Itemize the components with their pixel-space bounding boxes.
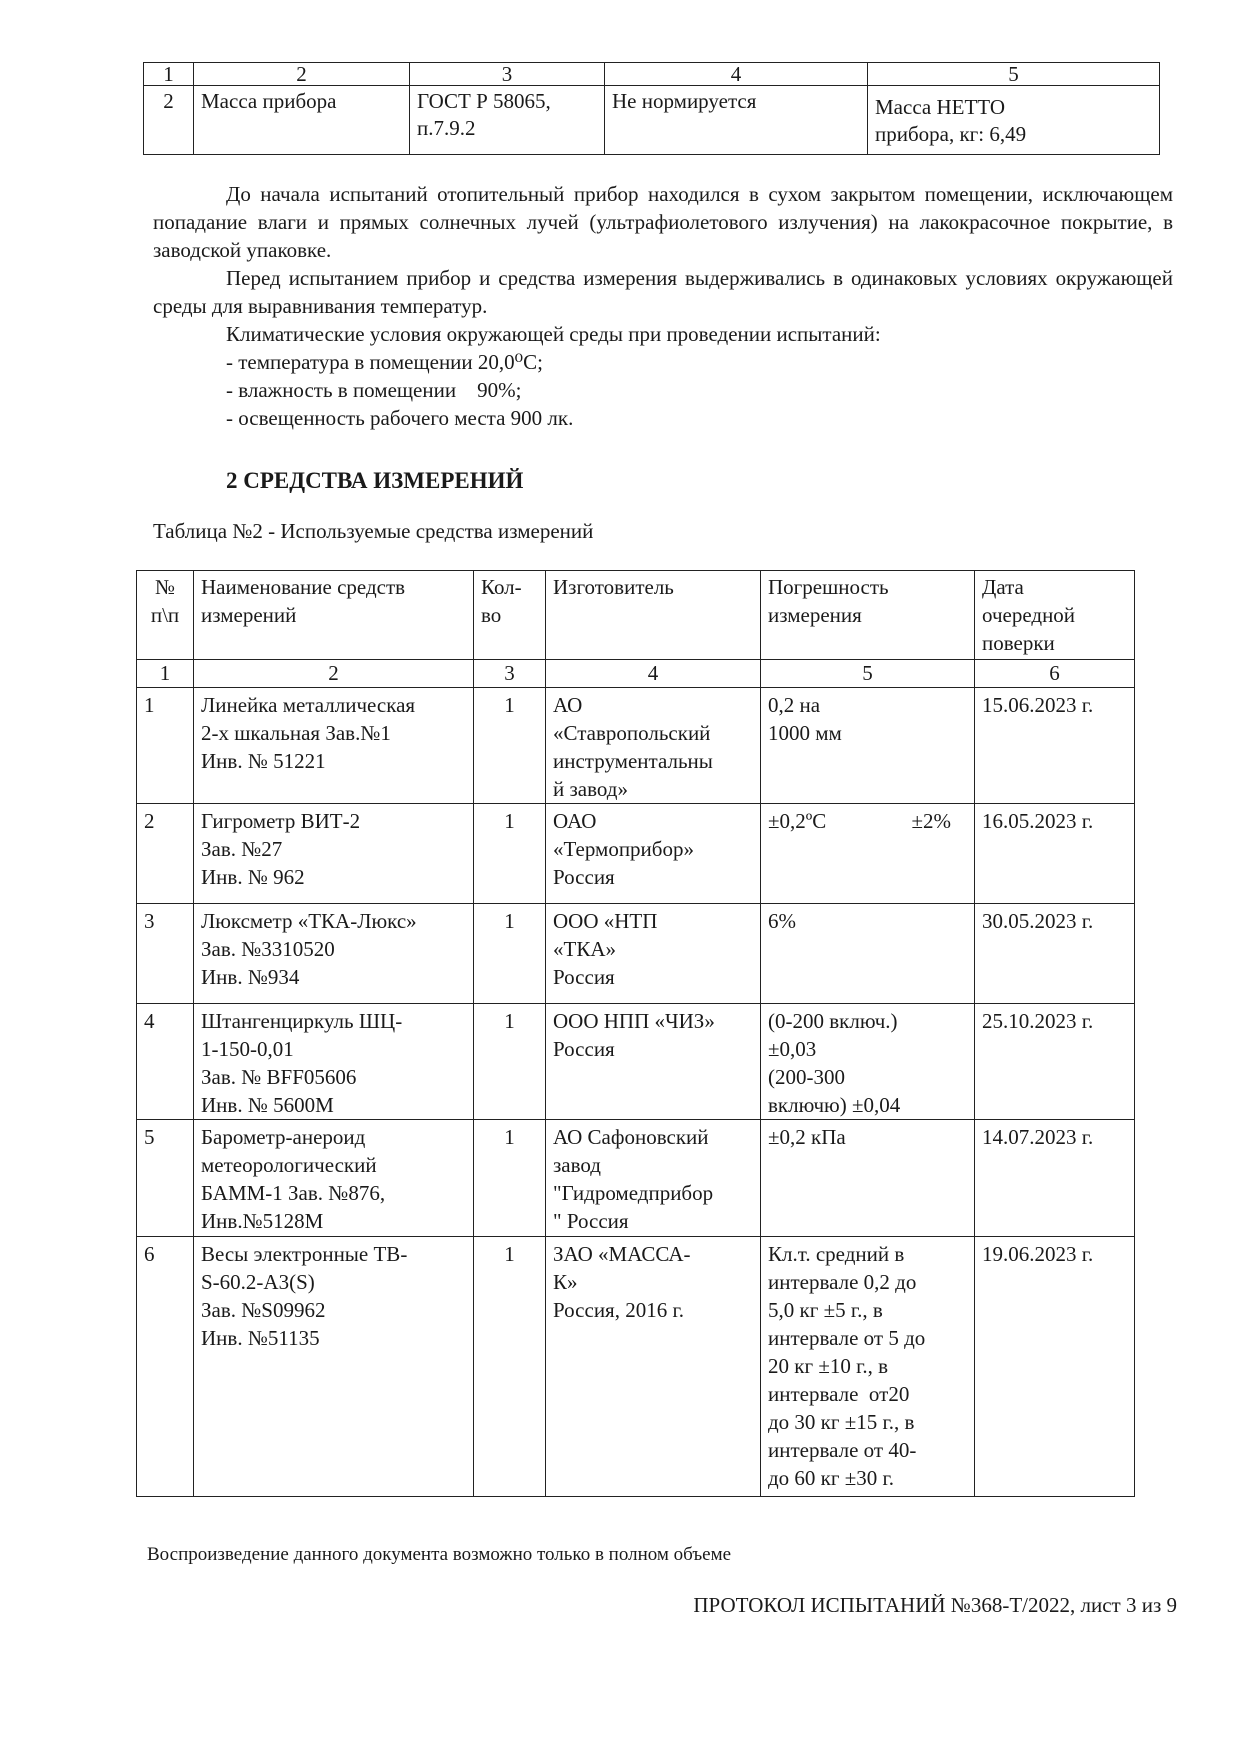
table1-col-number: 2: [194, 63, 410, 86]
cell-line: й завод»: [553, 777, 628, 801]
table1-result: [868, 86, 1160, 155]
column-number: 1: [137, 660, 194, 688]
table1-row-number: 2: [144, 86, 194, 155]
measuring-instruments-table: [136, 570, 1135, 1497]
instrument-name: [194, 804, 474, 904]
cell-line: АО Сафоновский: [553, 1125, 709, 1149]
verification-date: 19.06.2023 г.: [975, 1237, 1135, 1497]
cell-line: Инв. № 5600М: [201, 1093, 334, 1117]
column-number: 5: [761, 660, 975, 688]
cell-line: Зав. №S09962: [201, 1298, 326, 1322]
table1-standard-line: п.7.9.2: [417, 116, 476, 140]
table-caption: Таблица №2 - Используемые средства измерений: [153, 519, 594, 543]
header-line: измерения: [768, 603, 862, 627]
table-row: [144, 86, 1160, 155]
table-row: [137, 1237, 1135, 1497]
header-instrument-name: [194, 571, 474, 660]
row-number: 3: [137, 904, 194, 1004]
table1-col-number: 3: [410, 63, 605, 86]
cell-line: " Россия: [553, 1209, 629, 1233]
climate-temperature: - температура в помещении 20,0⁰С;: [226, 350, 543, 374]
error-pair: [768, 807, 967, 835]
table1-standard: [410, 86, 605, 155]
instrument-error: [761, 1004, 975, 1120]
cell-line: интервале от 40-: [768, 1438, 917, 1462]
cell-line: интервале от 5 до: [768, 1326, 926, 1350]
section-heading: 2 СРЕДСТВА ИЗМЕРЕНИЙ: [226, 468, 524, 493]
instrument-manufacturer: [546, 904, 761, 1004]
cell-line: интервале от20: [768, 1382, 910, 1406]
instrument-name: [194, 904, 474, 1004]
cell-line: инструментальны: [553, 749, 713, 773]
header-error: [761, 571, 975, 660]
cell-line: ±0,03: [768, 1037, 817, 1061]
table1-col-number: 1: [144, 63, 194, 86]
verification-date: 25.10.2023 г.: [975, 1004, 1135, 1120]
column-number: 3: [474, 660, 546, 688]
table1-result-line: прибора, кг: 6,49: [875, 122, 1027, 146]
verification-date: 16.05.2023 г.: [975, 804, 1135, 904]
cell-line: до 60 кг ±30 г.: [768, 1466, 895, 1490]
row-number: 5: [137, 1120, 194, 1237]
row-number: 2: [137, 804, 194, 904]
cell-line: Россия: [553, 965, 615, 989]
cell-line: Инв. №934: [201, 965, 300, 989]
cell-line: 20 кг ±10 г., в: [768, 1354, 889, 1378]
cell-line: ОАО: [553, 809, 597, 833]
cell-line: Зав. №3310520: [201, 937, 335, 961]
cell-line: включю) ±0,04: [768, 1093, 901, 1117]
cell-line: ООО НПП «ЧИЗ»: [553, 1009, 715, 1033]
paragraph-storage: До начала испытаний отопительный прибор находился в сухом закрытом помещении, исключающем попадание влаги и прямых солнечных лучей (ультрафиолетового излучения) на лакокрасочное покрытие, в заводской упаковке.: [153, 182, 1173, 262]
verification-date: 15.06.2023 г.: [975, 688, 1135, 804]
climate-illuminance: - освещенность рабочего места 900 лк.: [226, 406, 574, 430]
header-next-verification: [975, 571, 1135, 660]
instrument-quantity: 1: [474, 1004, 546, 1120]
cell-line: Россия: [553, 865, 615, 889]
cell-line: БАММ-1 Зав. №876,: [201, 1181, 386, 1205]
cell-line: 0,2 на: [768, 693, 821, 717]
instrument-name: [194, 688, 474, 804]
paragraph-climate-intro: Климатические условия окружающей среды при проведении испытаний:: [226, 322, 881, 346]
header-line: Изготовитель: [553, 575, 674, 599]
humidity-error: ±2%: [911, 809, 951, 833]
results-table-column-numbers: [144, 63, 1160, 86]
cell-line: К»: [553, 1270, 578, 1294]
verification-date: 30.05.2023 г.: [975, 904, 1135, 1004]
table1-requirement: Не нормируется: [605, 86, 868, 155]
header-line: п\п: [150, 603, 180, 627]
cell-line: до 30 кг ±15 г., в: [768, 1410, 915, 1434]
conditions-text: [153, 180, 1173, 432]
cell-line: Гигрометр ВИТ-2: [201, 809, 361, 833]
row-number: 4: [137, 1004, 194, 1120]
cell-line: Инв. № 51221: [201, 749, 326, 773]
header-line: Погрешность: [768, 575, 889, 599]
table-row: [137, 904, 1135, 1004]
table1-result-line: Масса НЕТТО: [875, 95, 1005, 119]
header-line: Наименование средств: [201, 575, 406, 599]
instrument-quantity: 1: [474, 1120, 546, 1237]
verification-date: 14.07.2023 г.: [975, 1120, 1135, 1237]
cell-line: Кл.т. средний в: [768, 1242, 905, 1266]
reproduction-notice: Воспроизведение данного документа возможно только в полном объеме: [147, 1544, 732, 1565]
table1-standard-line: ГОСТ Р 58065,: [417, 89, 551, 113]
cell-line: завод: [553, 1153, 601, 1177]
column-number: 4: [546, 660, 761, 688]
table-column-numbers: [137, 660, 1135, 688]
cell-line: «Ставропольский: [553, 721, 711, 745]
instrument-error: [761, 904, 975, 1004]
header-manufacturer: [546, 571, 761, 660]
cell-line: 1-150-0,01: [201, 1037, 294, 1061]
row-number: 1: [137, 688, 194, 804]
cell-line: «ТКА»: [553, 937, 616, 961]
instrument-error: [761, 688, 975, 804]
climate-humidity: - влажность в помещении 90%;: [226, 378, 522, 402]
instrument-error: [761, 1120, 975, 1237]
table-row: [137, 1004, 1135, 1120]
header-line: Кол-: [481, 575, 522, 599]
table-row: [137, 1120, 1135, 1237]
cell-line: Зав. № BFF05606: [201, 1065, 357, 1089]
cell-line: Люксметр «ТКА-Люкс»: [201, 909, 417, 933]
cell-line: 6%: [768, 909, 796, 933]
cell-line: ±0,2 кПа: [768, 1125, 846, 1149]
cell-line: ЗАО «МАССА-: [553, 1242, 691, 1266]
instrument-manufacturer: [546, 688, 761, 804]
header-line: поверки: [982, 631, 1055, 655]
cell-line: Штангенциркуль ШЦ-: [201, 1009, 403, 1033]
header-line: очередной: [982, 603, 1076, 627]
table1-parameter-name: Масса прибора: [194, 86, 410, 155]
cell-line: (0-200 включ.): [768, 1009, 898, 1033]
cell-line: интервале 0,2 до: [768, 1270, 917, 1294]
temperature-error: ±0,2ºС: [768, 809, 827, 833]
table-row: [137, 804, 1135, 904]
instrument-manufacturer: [546, 1004, 761, 1120]
cell-line: ООО «НТП: [553, 909, 658, 933]
cell-line: Россия: [553, 1037, 615, 1061]
cell-line: АО: [553, 693, 583, 717]
instrument-quantity: 1: [474, 904, 546, 1004]
instrument-manufacturer: [546, 804, 761, 904]
column-number: 6: [975, 660, 1135, 688]
cell-line: Инв. №51135: [201, 1326, 320, 1350]
header-number: [137, 571, 194, 660]
row-number: 6: [137, 1237, 194, 1497]
header-quantity: [474, 571, 546, 660]
cell-line: Инв.№5128М: [201, 1209, 324, 1233]
cell-line: Линейка металлическая: [201, 693, 416, 717]
instrument-quantity: 1: [474, 688, 546, 804]
cell-line: 5,0 кг ±5 г., в: [768, 1298, 883, 1322]
instrument-quantity: 1: [474, 804, 546, 904]
instrument-name: [194, 1004, 474, 1120]
header-line: во: [481, 603, 502, 627]
header-line: Дата: [982, 575, 1024, 599]
column-number: 2: [194, 660, 474, 688]
table1-col-number: 5: [868, 63, 1160, 86]
paragraph-acclimatization: Перед испытанием прибор и средства измерения выдерживались в одинаковых условиях окружающей среды для выравнивания температур.: [153, 266, 1173, 318]
instrument-name: [194, 1120, 474, 1237]
cell-line: Зав. №27: [201, 837, 283, 861]
cell-line: Барометр-анероид: [201, 1125, 366, 1149]
cell-line: «Термоприбор»: [553, 837, 694, 861]
cell-line: Инв. № 962: [201, 865, 305, 889]
instrument-error: [761, 804, 975, 904]
table1-col-number: 4: [605, 63, 868, 86]
results-table-continued: [143, 62, 1160, 155]
instrument-error: [761, 1237, 975, 1497]
cell-line: S-60.2-А3(S): [201, 1270, 315, 1294]
cell-line: метеорологический: [201, 1153, 377, 1177]
instrument-quantity: 1: [474, 1237, 546, 1497]
page-footer-protocol: ПРОТОКОЛ ИСПЫТАНИЙ №368-Т/2022, лист 3 из 9: [693, 1593, 1177, 1617]
cell-line: 2-х шкальная Зав.№1: [201, 721, 391, 745]
cell-line: 1000 мм: [768, 721, 842, 745]
instrument-name: [194, 1237, 474, 1497]
table-row: [137, 688, 1135, 804]
header-line: №: [154, 575, 176, 599]
instrument-manufacturer: [546, 1120, 761, 1237]
cell-line: Россия, 2016 г.: [553, 1298, 684, 1322]
instrument-manufacturer: [546, 1237, 761, 1497]
table-header-row: [137, 571, 1135, 660]
header-line: измерений: [201, 603, 297, 627]
cell-line: Весы электронные ТВ-: [201, 1242, 408, 1266]
cell-line: "Гидромедприбор: [553, 1181, 714, 1205]
cell-line: (200-300: [768, 1065, 845, 1089]
